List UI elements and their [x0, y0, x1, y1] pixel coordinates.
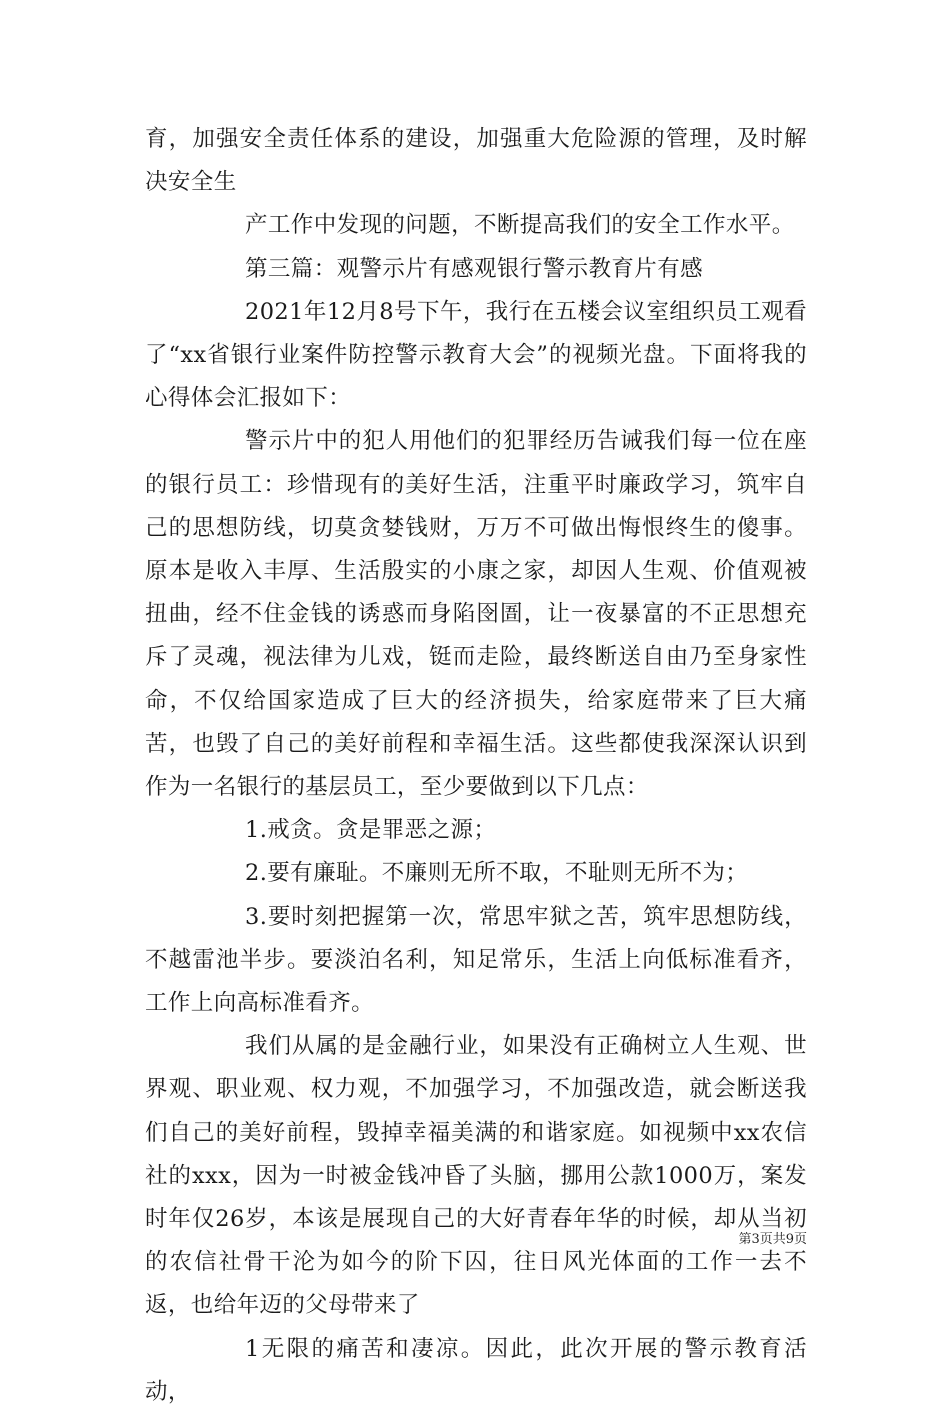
list-item-1: 1.戒贪。贪是罪恶之源；	[245, 817, 497, 844]
paragraph-1: 育，加强安全责任体系的建设，加强重大危险源的管理，及时解决安全生	[145, 126, 807, 196]
section-title: 第三篇：观警示片有感观银行警示教育片有感	[245, 255, 704, 282]
paragraph-4: 警示片中的犯人用他们的犯罪经历告诫我们每一位在座的银行员工：珍惜现有的美好生活，注重平时廉政学习，筑牢自己的思想防线，切莫贪婪钱财，万万不可做出悔恨终生的傻事。原本是收入丰厚、生活殷实的小康之家，却因人生观、价值观被扭曲，经不住金钱的诱惑而身陷囹圄，让一夜暴富的不正思想充斥了灵魂，视法律为儿戏，铤而走险，最终断送自由乃至身家性命，不仅给国家造成了巨大的经济损失，给家庭带来了巨大痛苦，也毁了自己的美好前程和幸福生活。这些都使我深深认识到作为一名银行的基层员工，至少要做到以下几点：	[145, 428, 807, 801]
paragraph-5: 我们从属的是金融行业，如果没有正确树立人生观、世界观、职业观、权力观，不加强学习，不加强改造，就会断送我们自己的美好前程，毁掉幸福美满的和谐家庭。如视频中xx农信社的xxx，因为一时被金钱冲昏了头脑，挪用公款1000万，案发时年仅26岁，本该是展现自己的大好青春年华的时候，却从当初的农信社骨干沦为如今的阶下囚，往日风光体面的工作一去不返，也给年迈的父母带来了	[145, 1033, 807, 1319]
list-item-3: 3.要时刻把握第一次，常思牢狱之苦，筑牢思想防线，不越雷池半步。要淡泊名利，知足常乐，生活上向低标准看齐，工作上向高标准看齐。	[145, 903, 807, 1017]
list-item-2: 2.要有廉耻。不廉则无所不取，不耻则无所不为；	[245, 860, 749, 887]
paragraph-6: 1无限的痛苦和凄凉。因此，此次开展的警示教育活动，	[145, 1335, 807, 1405]
page-number-footer: 第3页共9页	[738, 1232, 807, 1247]
document-body	[145, 118, 807, 1414]
paragraph-2: 产工作中发现的问题，不断提高我们的安全工作水平。	[245, 212, 795, 239]
paragraph-3: 2021年12月8号下午，我行在五楼会议室组织员工观看了“xx省银行业案件防控警示教育大会”的视频光盘。下面将我的心得体会汇报如下：	[145, 298, 807, 412]
